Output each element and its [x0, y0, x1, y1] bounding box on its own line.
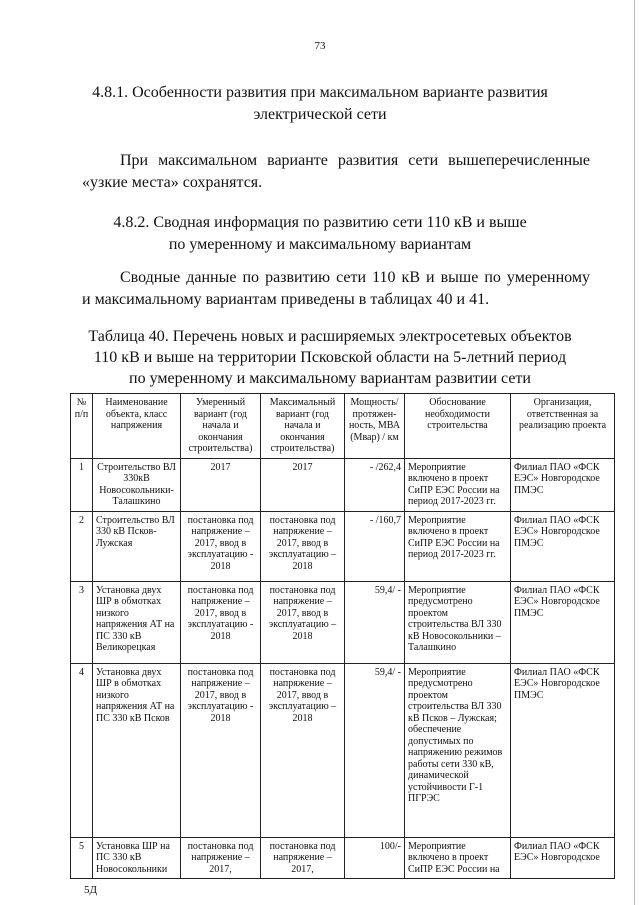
table-title-line: по умеренному и максимальному вариантам развитии сети [129, 370, 531, 387]
header-justification: Обоснование необходимости строительства [405, 394, 511, 459]
section-4-8-2-heading [60, 212, 580, 256]
cell-number: 1 [71, 458, 93, 511]
footer-mark: 5Д [84, 884, 98, 896]
cell-justification: Мероприятие включено в проект СиПР ЕЭС России на период 2017-2023 гг. [405, 458, 511, 511]
cell-justification: Мероприятие предусмотрено проектом строительства ВЛ 330 кВ Новосокольники – Талашкино [405, 581, 511, 663]
cell-justification: Мероприятие включено в проект СиПР ЕЭС России на период 2017-2023 гг. [405, 511, 511, 581]
heading-line: электрической сети [253, 106, 387, 123]
paragraph-line: и максимальному вариантам приведены в таблицах 40 и 41. [82, 291, 490, 308]
cell-capacity: 59,4/ - [345, 663, 405, 837]
cell-organization: Филиал ПАО «ФСК ЕЭС» Новгородское ПМЭС [511, 458, 615, 511]
cell-justification: Мероприятие предусмотрено проектом строительства ВЛ 330 кВ Псков – Лужская; обеспечение допустимых по напряжению режимов работы сети 330 кВ, динамической устойчивости Г-1 ПГРЭС [405, 663, 511, 837]
cell-organization: Филиал ПАО «ФСК ЕЭС» Новгородское ПМЭС [511, 663, 615, 837]
cell-moderate-variant: постановка под напряжение – 2017, ввод в эксплуатацию - 2018 [181, 511, 261, 581]
cell-maximum-variant: постановка под напряжение – 2017, ввод в эксплуатацию – 2018 [261, 581, 345, 663]
header-moderate-variant: Умеренный вариант (год начала и окончания строительства) [181, 394, 261, 459]
table-row [71, 663, 615, 837]
table-row [71, 458, 615, 511]
paragraph-line: При максимальном варианте развития сети вышеперечисленные [120, 152, 590, 169]
header-number: № п/п [71, 394, 93, 459]
section-4-8-1-heading [60, 82, 580, 126]
header-capacity: Мощность/ протяжен- ность, МВА (Мвар) / км [345, 394, 405, 459]
cell-object-name: Строительство ВЛ 330кВ Новосокольники-Талашкино [93, 458, 181, 511]
table-row [71, 511, 615, 581]
cell-capacity: 59,4/ - [345, 581, 405, 663]
cell-maximum-variant: постановка под напряжение – 2017, [261, 837, 345, 879]
cell-capacity: - /262,4 [345, 458, 405, 511]
header-organization: Организация, ответственная за реализацию проекта [511, 394, 615, 459]
cell-organization: Филиал ПАО «ФСК ЕЭС» Новгородское [511, 837, 615, 879]
cell-number: 5 [71, 837, 93, 879]
cell-object-name: Установка двух ШР в обмотках низкого напряжения АТ на ПС 330 кВ Псков [93, 663, 181, 837]
table-title-line: Таблица 40. Перечень новых и расширяемых электросетевых объектов [88, 328, 572, 345]
page-number: 73 [314, 40, 326, 52]
cell-maximum-variant: постановка под напряжение – 2017, ввод в эксплуатацию – 2018 [261, 663, 345, 837]
table-title [60, 326, 600, 389]
paragraph-line: Сводные данные по развитию сети 110 кВ и выше по умеренному [120, 269, 590, 286]
table-row [71, 837, 615, 879]
cell-object-name: Строительство ВЛ 330 кВ Псков-Лужская [93, 511, 181, 581]
cell-moderate-variant: постановка под напряжение – 2017, ввод в эксплуатацию - 2018 [181, 581, 261, 663]
cell-capacity: 100/- [345, 837, 405, 879]
header-object-name: Наименование объекта, класс напряжения [93, 394, 181, 459]
cell-number: 2 [71, 511, 93, 581]
projects-table [70, 393, 615, 879]
cell-object-name: Установка ШР на ПС 330 кВ Новосокольники [93, 837, 181, 879]
cell-maximum-variant: 2017 [261, 458, 345, 511]
scan-edge-line [634, 0, 635, 905]
cell-object-name: Установка двух ШР в обмотках низкого напряжения АТ на ПС 330 кВ Великорецкая [93, 581, 181, 663]
cell-number: 3 [71, 581, 93, 663]
table-row [71, 581, 615, 663]
table-header-row [71, 394, 615, 459]
cell-moderate-variant: 2017 [181, 458, 261, 511]
table-title-line: 110 кВ и выше на территории Псковской области на 5-летний период [93, 349, 567, 366]
cell-maximum-variant: постановка под напряжение – 2017, ввод в эксплуатацию – 2018 [261, 511, 345, 581]
cell-capacity: - /160,7 [345, 511, 405, 581]
heading-line: по умеренному и максимальному вариантам [168, 236, 472, 253]
cell-organization: Филиал ПАО «ФСК ЕЭС» Новгородское ПМЭС [511, 581, 615, 663]
paragraph-line: «узкие места» сохранятся. [82, 174, 263, 191]
heading-line: 4.8.1. Особенности развития при максимальном варианте развития [92, 84, 548, 101]
cell-organization: Филиал ПАО «ФСК ЕЭС» Новгородское ПМЭС [511, 511, 615, 581]
cell-moderate-variant: постановка под напряжение – 2017, ввод в эксплуатацию - 2018 [181, 663, 261, 837]
heading-line: 4.8.2. Сводная информация по развитию сети 110 кВ и выше [113, 214, 527, 231]
cell-justification: Мероприятие включено в проект СиПР ЕЭС России на [405, 837, 511, 879]
cell-number: 4 [71, 663, 93, 837]
header-maximum-variant: Максимальный вариант (год начала и окончания строительства) [261, 394, 345, 459]
cell-moderate-variant: постановка под напряжение – 2017, [181, 837, 261, 879]
